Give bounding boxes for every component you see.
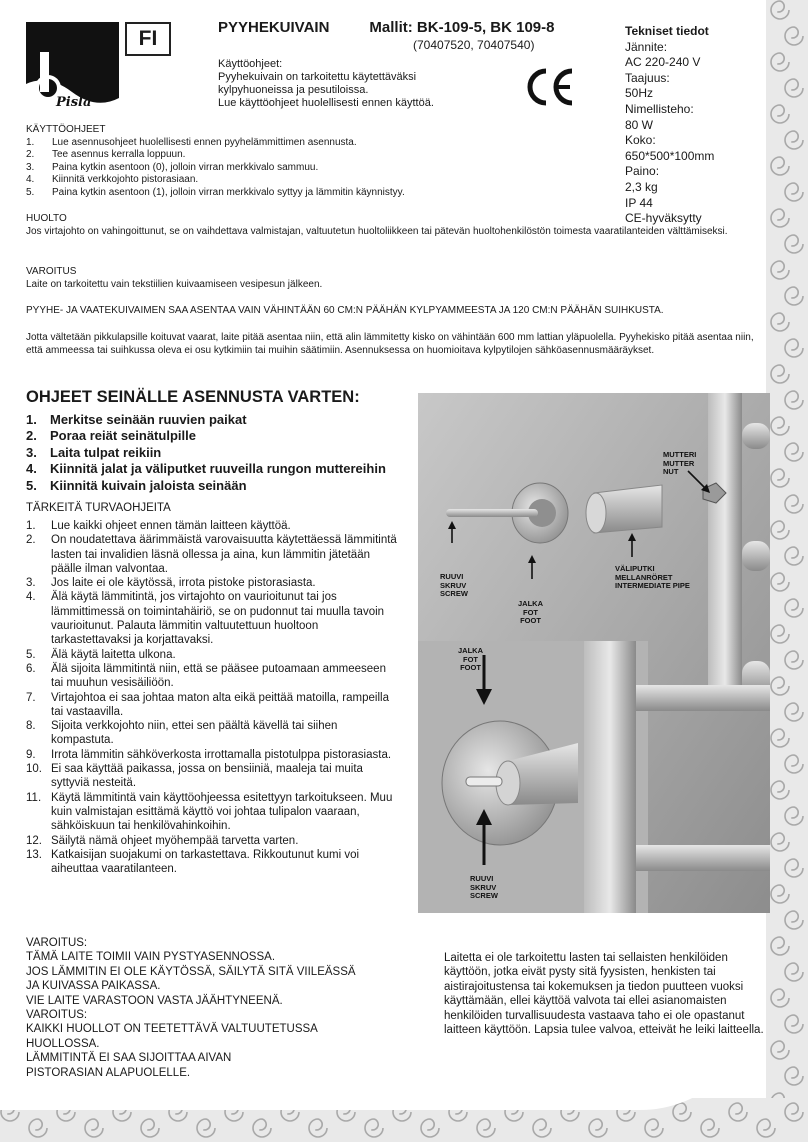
usage-item xyxy=(26,162,586,175)
safety-heading: TÄRKEITÄ TURVAOHJEITA xyxy=(26,502,171,514)
safety-item xyxy=(26,748,401,762)
tech-line: 2,3 kg xyxy=(625,179,658,194)
intro-heading: Käyttöohjeet: xyxy=(218,58,283,70)
safety-item xyxy=(26,648,401,662)
safety-item-text: Virtajohtoa ei saa johtaa maton alta eikä peittää matoilla, rampeilla tai vastaavilla. xyxy=(51,691,389,718)
usage-heading: KÄYTTÖOHJEET xyxy=(26,124,106,135)
label-nut: MUTTERI MUTTER NUT xyxy=(663,450,697,477)
safety-item xyxy=(26,691,401,720)
page-title xyxy=(218,19,554,36)
tech-line: Taajuus: xyxy=(625,70,670,85)
maintenance-heading: HUOLTO xyxy=(26,213,67,224)
safety-item-text: Katkaisijan suojakumi on tarkastettava. Rikkoutunut kumi voi aiheuttaa vaaratilanteen. xyxy=(51,848,360,876)
mounting-step-text: Merkitse seinään ruuvien paikat xyxy=(50,412,247,427)
tech-line: Nimellisteho: xyxy=(625,101,694,116)
safety-item-number: 4. xyxy=(26,591,36,604)
intro-text: Pyyhekuivain on tarkoitettu käytettäväksi kylpyhuoneissa ja pesutiloissa. xyxy=(218,71,417,96)
technical-data xyxy=(625,24,765,227)
label-foot-top: JALKA FOT FOOT xyxy=(518,599,544,626)
safety-item-text: Säilytä nämä ohjeet myöhempää tarvetta varten. xyxy=(51,834,299,847)
safety-item-number: 12. xyxy=(26,834,42,847)
safety-item-number: 6. xyxy=(26,662,36,675)
language-badge: FI xyxy=(125,22,171,56)
warning-line: PISTORASIAN ALAPUOLELLE. xyxy=(26,1066,191,1079)
usage-list xyxy=(26,137,586,200)
tech-line: 50Hz xyxy=(625,86,654,101)
safety-item xyxy=(26,662,401,691)
safety-item-text: Käytä lämmitintä vain käyttöohjeessa esitettyyn tarkoitukseen. Muu kuin valmistajan esittämä käyttö voi johtaa tulipalon vaaraan, sähköiskuun tai henkilövahinkoihin. xyxy=(51,791,393,833)
usage-item xyxy=(26,174,586,187)
mounting-step xyxy=(26,478,426,494)
safety-instructions xyxy=(26,519,401,876)
intro-block xyxy=(218,58,488,110)
usage-item-text: Kiinnitä verkkojohto pistorasiaan. xyxy=(52,174,199,186)
safety-item-number: 11. xyxy=(26,791,42,804)
usage-item-text: Paina kytkin asentoon (0), jolloin virran merkkivalo sammuu. xyxy=(52,161,319,173)
mounting-title: OHJEET SEINÄLLE ASENNUSTA VARTEN: xyxy=(26,388,360,406)
safety-item-number: 10. xyxy=(26,763,42,776)
logo-text: Pisla xyxy=(56,95,92,110)
mounting-illustration xyxy=(418,393,770,913)
tech-line: Koko: xyxy=(625,133,656,148)
warning-line: JA KUIVASSA PAIKASSA. xyxy=(26,980,161,993)
maintenance-text: Jos virtajohto on vahingoittunut, se on vaihdettava valmistajan, valtuutetun huoltoliikkeen tai pätevän huoltohenkilöstön toimesta vaaratilanteiden välttämiseksi. xyxy=(26,225,728,237)
ce-mark-icon xyxy=(524,66,576,108)
safety-item xyxy=(26,719,401,748)
mounting-step-number: 1. xyxy=(26,412,37,427)
mounting-step-number: 5. xyxy=(26,477,37,493)
warning-line: HUOLLOSSA. xyxy=(26,1037,100,1050)
mounting-step-text: Poraa reiät seinätulpille xyxy=(50,428,196,444)
safety-item-text: Sijoita verkkojohto niin, ettei sen päältä kävellä tai siihen kompastuta. xyxy=(51,720,338,747)
tech-line: 80 W xyxy=(625,117,654,132)
tech-line: CE-hyväksytty xyxy=(625,211,702,226)
warning-section xyxy=(26,266,756,291)
safety-item xyxy=(26,834,401,848)
safety-item-text: Jos laite ei ole käytössä, irrota pistoke pistorasiasta. xyxy=(51,577,316,590)
swirl-border-right xyxy=(766,0,808,1142)
warning-line: VIE LAITE VARASTOON VASTA JÄÄHTYNEENÄ. xyxy=(26,994,283,1007)
usage-item-number: 4. xyxy=(26,174,35,186)
maintenance-section xyxy=(26,213,756,238)
mounting-step xyxy=(26,412,426,428)
safety-item-text: Älä käytä lämmitintä, jos virtajohto on vaurioitunut tai jos lämmittimessä on toimintahäiriö, se on pudonnut tai muulla tavoin vaurioitunut. Palauta lämmitin valtuutettuun huoltoon tarkastettavaksi ja korjattavaksi. xyxy=(51,591,385,647)
label-foot-bottom: JALKA FOT FOOT xyxy=(458,646,484,673)
warning-line: LÄMMITINTÄ EI SAA SIJOITTAA AIVAN xyxy=(26,1052,232,1065)
usage-instructions xyxy=(26,124,586,200)
warning-heading: VAROITUS xyxy=(26,266,77,277)
mounting-step-text: Kiinnitä kuivain jaloista seinään xyxy=(50,477,247,493)
warning-line: TÄMÄ LAITE TOIMII VAIN PYSTYASENNOSSA. xyxy=(26,951,276,964)
safety-item xyxy=(26,791,401,834)
intro-text-2: Lue käyttöohjeet huolellisesti ennen käyttöä. xyxy=(218,97,434,109)
mounting-step-number: 3. xyxy=(26,444,37,460)
tech-line: AC 220-240 V xyxy=(625,55,701,70)
safety-item xyxy=(26,533,401,576)
safety-item xyxy=(26,848,401,877)
safety-item-number: 9. xyxy=(26,748,36,761)
tech-heading: Tekniset tiedot xyxy=(625,24,709,38)
tech-line: Paino: xyxy=(625,164,660,179)
usage-item-number: 1. xyxy=(26,136,35,148)
tech-line: IP 44 xyxy=(625,195,653,210)
safety-item xyxy=(26,590,401,647)
mounting-step-text: Kiinnitä jalat ja väliputket ruuveilla rungon muttereihin xyxy=(50,461,386,477)
safety-item-text: Älä käytä laitetta ulkona. xyxy=(51,648,176,661)
mounting-step xyxy=(26,445,426,461)
usage-item-text: Tee asennus kerralla loppuun. xyxy=(52,149,186,161)
warning-text: Laite on tarkoitettu vain tekstiilien kuivaamiseen vesipesun jälkeen. xyxy=(26,278,323,290)
warning-line: VAROITUS: xyxy=(26,937,88,949)
safety-item-number: 13. xyxy=(26,848,42,861)
product-codes: (70407520, 70407540) xyxy=(413,38,535,52)
safety-item-number: 1. xyxy=(26,520,36,532)
label-screw-bottom: RUUVI SKRUV SCREW xyxy=(470,874,498,901)
usage-item-text: Lue asennusohjeet huolellisesti ennen pyyhelämmittimen asennusta. xyxy=(52,136,357,148)
label-intermediate-pipe: VÄLIPUTKI MELLANRÖRET INTERMEDIATE PIPE xyxy=(615,564,690,591)
tech-lines xyxy=(625,40,765,227)
mounting-step-number: 2. xyxy=(26,428,37,444)
model-numbers: Mallit: BK-109-5, BK 109-8 xyxy=(369,19,555,36)
safety-item-text: Irrota lämmitin sähköverkosta irrottamalla pistotulppa pistorasiasta. xyxy=(51,748,392,761)
safety-item-text: On noudatettava äärimmäistä varovaisuutta käytettäessä lämmitintä lasten tai invalidien läsnä ollessa ja aina, kun lämmitin jätetään päälle ilman valvontaa. xyxy=(51,534,397,575)
safety-item-number: 8. xyxy=(26,720,36,733)
mounting-step-number: 4. xyxy=(26,461,37,477)
usage-item-number: 5. xyxy=(26,186,35,198)
user-restriction-text: Laitetta ei ole tarkoitettu lasten tai sellaisten henkilöiden käyttöön, jotka eivät pysty sitä fyysisten, henkisten tai aistirajoitustensa tai kokemuksen ja tiedon puutteen vuoksi käyttämään, ellei käyttöä valvota tai ellei asianomaisten henkilöiden turvallisuudesta vastaava taho ei ole opastanut laitteen käyttöön. Lapsia tulee valvoa, etteivät he leiki laitteella. xyxy=(444,952,764,1037)
usage-item-number: 2. xyxy=(26,149,35,161)
usage-item-number: 3. xyxy=(26,161,35,173)
safety-item xyxy=(26,519,401,533)
label-screw-top: RUUVI SKRUV SCREW xyxy=(440,572,468,599)
tech-line: 650*500*100mm xyxy=(625,148,715,163)
warning-line: JOS LÄMMITIN EI OLE KÄYTÖSSÄ, SÄILYTÄ SITÄ VIILEÄSSÄ xyxy=(26,965,356,978)
mounting-step-text: Laita tulpat reikiin xyxy=(50,444,162,460)
safety-item-text: Lue kaikki ohjeet ennen tämän laitteen käyttöä. xyxy=(51,520,291,532)
usage-item xyxy=(26,149,586,162)
distance-requirement: PYYHE- JA VAATEKUIVAIMEN SAA ASENTAA VAIN VÄHINTÄÄN 60 CM:N PÄÄHÄN KYLPYAMMEESTA JA 120 CM:N PÄÄHÄN SUIHKUSTA. xyxy=(26,305,664,316)
safety-item-number: 2. xyxy=(26,534,36,547)
safety-item-text: Älä sijoita lämmitintä niin, että se pääsee putoamaan ammeeseen tai muuhun vesisäiliöön. xyxy=(51,662,386,690)
warning-block-bottom xyxy=(26,936,426,1080)
safety-item-number: 3. xyxy=(26,577,36,590)
safety-item-text: Ei saa käyttää paikassa, jossa on bensiiniä, maaleja tai muita syttyviä nesteitä. xyxy=(51,763,363,790)
safety-item xyxy=(26,576,401,590)
safety-item-number: 7. xyxy=(26,691,36,704)
safety-item xyxy=(26,762,401,791)
usage-item-text: Paina kytkin asentoon (1), jolloin virran merkkivalo syttyy ja lämmitin käynnistyy. xyxy=(52,186,405,198)
tech-line: Jännite: xyxy=(625,39,668,54)
usage-item xyxy=(26,137,586,150)
warning-line: KAIKKI HUOLLOT ON TEETETTÄVÄ VALTUUTETUSSA xyxy=(26,1023,318,1036)
product-title: PYYHEKUIVAIN xyxy=(218,19,330,36)
mounting-step xyxy=(26,428,426,444)
warning-line: VAROITUS: xyxy=(26,1009,88,1022)
swirl-pattern-right xyxy=(766,0,808,1142)
brand-logo xyxy=(26,22,119,110)
child-safety-note: Jotta vältetään pikkulapsille koituvat vaarat, laite pitää asentaa niin, että alin lämmitetty kisko on vähintään 600 mm lattian yläpuolella. Pyyhekisko pitää asentaa niin, että ammeessa tai suihkussa oleva ei osu kytkimiin tai muihin säätimiin. Asennuksessa on huomioitava kylpytilojen sähköasennusmääräykset. xyxy=(26,332,754,356)
mounting-steps xyxy=(26,412,426,494)
usage-item xyxy=(26,187,586,200)
mounting-step xyxy=(26,461,426,477)
safety-item-number: 5. xyxy=(26,648,36,661)
